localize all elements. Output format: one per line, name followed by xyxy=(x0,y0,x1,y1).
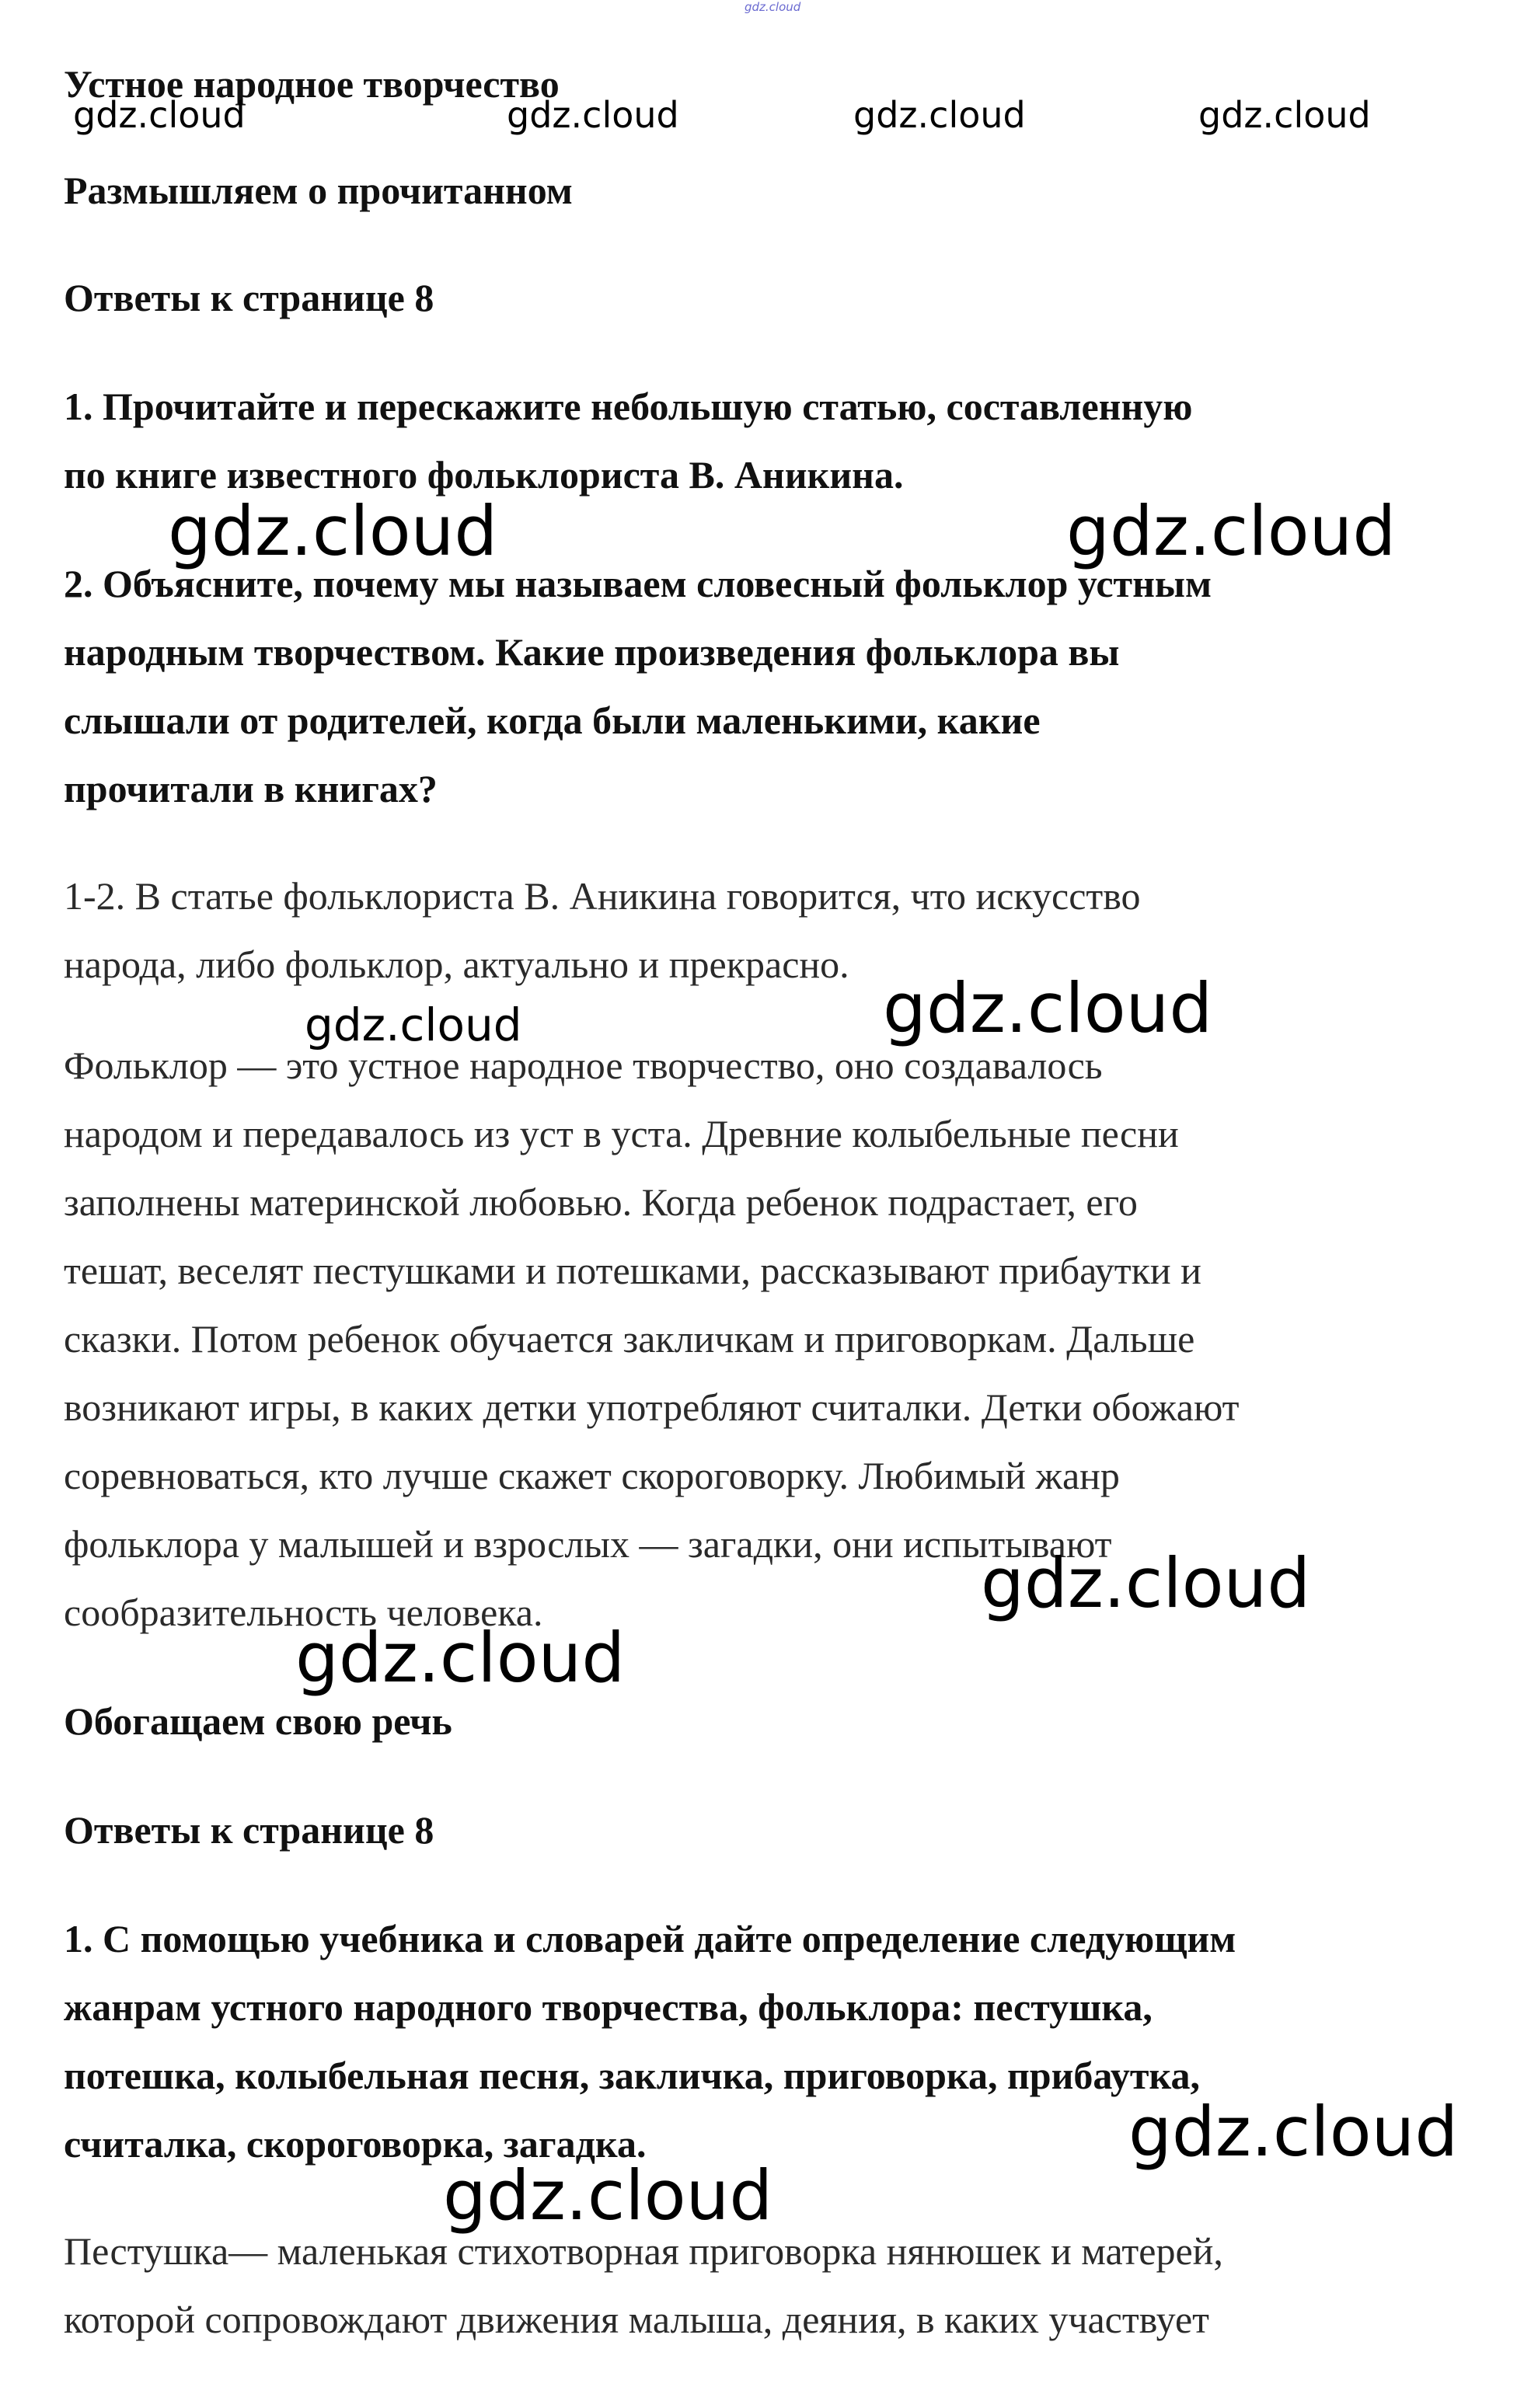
top-watermark: gdz.cloud xyxy=(745,0,801,14)
answers-heading: Ответы к странице 8 xyxy=(64,1808,434,1852)
question-line: 1. Прочитайте и перескажите небольшую статью, составленную xyxy=(64,385,1193,428)
answer-line: которой сопровождают движения малыша, деяния, в каких участвует xyxy=(64,2298,1209,2341)
watermark: gdz.cloud xyxy=(305,998,522,1051)
watermark: gdz.cloud xyxy=(507,94,679,136)
question-line: по книге известного фольклориста В. Аникина. xyxy=(64,453,904,497)
question-line: прочитали в книгах? xyxy=(64,767,438,810)
answers-heading: Ответы к странице 8 xyxy=(64,276,434,319)
watermark: gdz.cloud xyxy=(981,1543,1311,1623)
question-line: потешка, колыбельная песня, закличка, приговорка, прибаутка, xyxy=(64,2054,1200,2097)
watermark: gdz.cloud xyxy=(853,94,1026,136)
answer-line: тешат, веселят пестушками и потешками, рассказывают прибаутки и xyxy=(64,1249,1201,1292)
watermark: gdz.cloud xyxy=(295,1618,626,1698)
watermark: gdz.cloud xyxy=(1128,2092,1459,2172)
watermark: gdz.cloud xyxy=(168,491,498,571)
question-line: 2. Объясните, почему мы называем словесный фольклор устным xyxy=(64,562,1212,605)
answer-line: народом и передавалось из уст в уста. Древние колыбельные песни xyxy=(64,1112,1179,1155)
question-line: жанрам устного народного творчества, фольклора: пестушка, xyxy=(64,1985,1153,2029)
answer-line: заполнены материнской любовью. Когда ребенок подрастает, его xyxy=(64,1180,1138,1224)
answer-line: Пестушка— маленькая стихотворная приговорка нянюшек и матерей, xyxy=(64,2229,1223,2273)
watermark: gdz.cloud xyxy=(1198,94,1371,136)
answer-line: Фольклор — это устное народное творчество, оно создавалось xyxy=(64,1044,1103,1087)
watermark: gdz.cloud xyxy=(1066,491,1397,571)
watermark: gdz.cloud xyxy=(443,2155,773,2236)
question-line: народным творчеством. Какие произведения фольклора вы xyxy=(64,630,1120,674)
answer-line: возникают игры, в каких детки употребляют считалки. Детки обожают xyxy=(64,1385,1240,1429)
answer-line: народа, либо фольклор, актуально и прекрасно. xyxy=(64,943,849,986)
answer-line: фольклора у малышей и взрослых — загадки, они испытывают xyxy=(64,1522,1112,1566)
reflect-heading: Размышляем о прочитанном xyxy=(64,169,573,212)
enrich-heading: Обогащаем свою речь xyxy=(64,1699,452,1743)
question-line: слышали от родителей, когда были маленькими, какие xyxy=(64,699,1041,742)
question-line: считалка, скороговорка, загадка. xyxy=(64,2122,647,2166)
watermark: gdz.cloud xyxy=(883,968,1213,1048)
watermark: gdz.cloud xyxy=(73,94,246,136)
question-line: 1. С помощью учебника и словарей дайте определение следующим xyxy=(64,1917,1236,1960)
answer-line: сообразительность человека. xyxy=(64,1591,543,1634)
answer-line: сказки. Потом ребенок обучается закличкам и приговоркам. Дальше xyxy=(64,1317,1195,1361)
answer-line: соревноваться, кто лучше скажет скороговорку. Любимый жанр xyxy=(64,1454,1120,1497)
section-title: Устное народное творчество xyxy=(64,62,560,106)
answer-line: 1-2. В статье фольклориста В. Аникина говорится, что искусство xyxy=(64,874,1141,918)
